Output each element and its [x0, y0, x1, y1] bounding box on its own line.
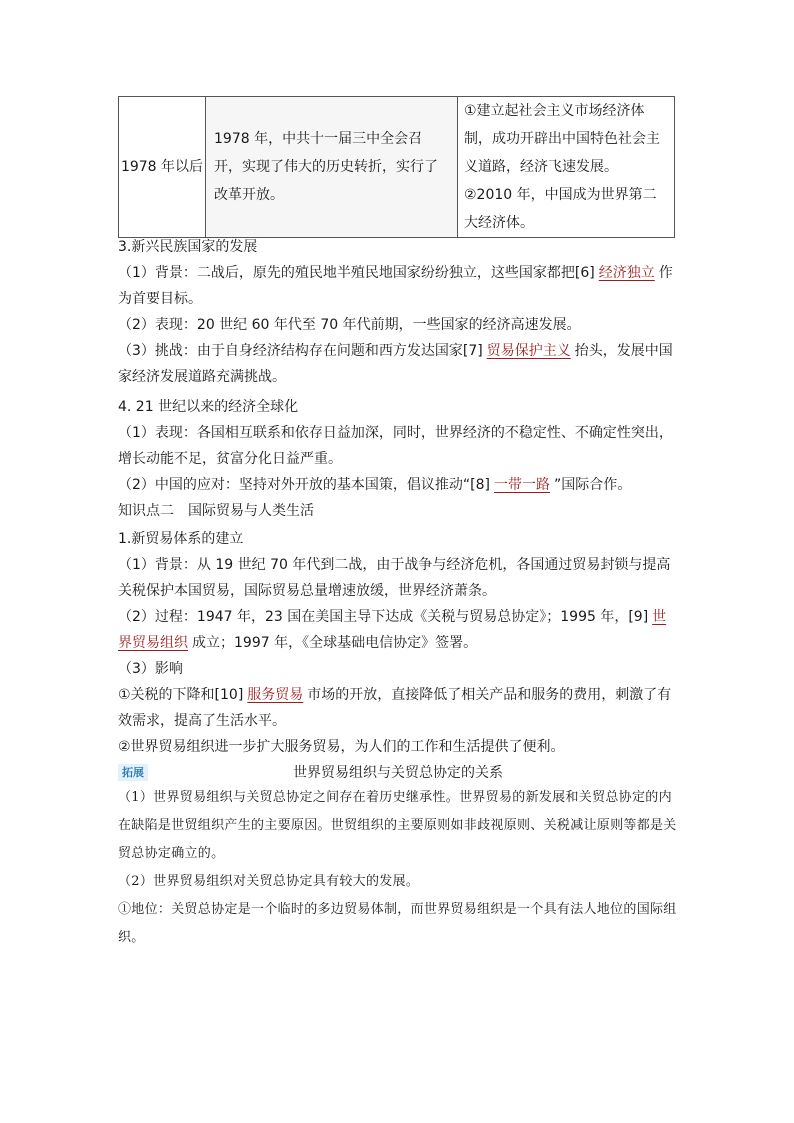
main-text [118, 234, 678, 952]
answer-blank: 贸易保护主义 [486, 343, 571, 359]
period-table [118, 96, 675, 238]
section-heading: 4. 21 世纪以来的经济全球化 [118, 399, 299, 415]
paragraph: （2）过程：1947 年，23 国在美国主导下达成《关税与贸易总协定》；1995 年，[9] 世界贸易组织 成立；1997 年，《全球基础电信协定》签署。 [118, 609, 667, 651]
event-cell [206, 97, 458, 238]
period-cell: 1978 年以后 [119, 97, 206, 238]
paragraph: （1）背景：二战后，原先的殖民地半殖民地国家纷纷独立，这些国家都把[6] 经济独立 作为首要目标。 [118, 265, 673, 307]
paragraph: （1）背景：从 19 世纪 70 年代到二战，由于战争与经济危机，各国通过贸易封锁与提高关税保护本国贸易，国际贸易总量增速放缓，世界经济萧条。 [118, 557, 671, 599]
paragraph: ②世界贸易组织进一步扩大服务贸易，为人们的工作和生活提供了便利。 [118, 739, 565, 755]
extension-badge: 拓展 [118, 764, 148, 781]
paragraph: （3）影响 [118, 661, 183, 677]
extension-paragraph: （1）世界贸易组织与关贸总协定之间存在着历史继承性。世界贸易的新发展和关贸总协定的内在缺陷是世贸组织产生的主要原因。世贸组织的主要原则如非歧视原则、关税减让原则等都是关贸总协定确立的。 [118, 790, 677, 861]
paragraph: ①关税的下降和[10] 服务贸易 市场的开放，直接降低了相关产品和服务的费用，刺激了有效需求，提高了生活水平。 [118, 687, 672, 729]
result-item: ②2010 年，中国成为世界第二大经济体。 [464, 187, 657, 231]
knowledge-heading: 知识点二 国际贸易与人类生活 [118, 503, 314, 519]
paragraph: （3）挑战：由于自身经济结构存在问题和西方发达国家[7] 贸易保护主义 抬头，发展中国家经济发展道路充满挑战。 [118, 343, 673, 385]
result-cell [458, 97, 675, 238]
section-heading: 1.新贸易体系的建立 [118, 531, 244, 547]
answer-blank: 世界贸易组织 [118, 609, 667, 651]
paragraph: （2）表现：20 世纪 60 年代至 70 年代前期，一些国家的经济高速发展。 [118, 317, 581, 333]
extension-title: 世界贸易组织与关贸总协定的关系 [293, 765, 503, 781]
extension-paragraph: （2）世界贸易组织对关贸总协定具有较大的发展。 [118, 874, 420, 889]
extension-paragraph: ①地位：关贸总协定是一个临时的多边贸易体制，而世界贸易组织是一个具有法人地位的国际组织。 [118, 902, 677, 945]
result-item: ①建立起社会主义市场经济体制，成功开辟出中国特色社会主义道路，经济飞速发展。 [464, 103, 660, 175]
extension-header [118, 762, 678, 784]
paragraph: （2）中国的应对：坚持对外开放的基本国策，倡议推动“[8] 一带一路 ”国际合作。 [118, 477, 632, 493]
answer-blank: 服务贸易 [247, 687, 304, 703]
answer-blank: 经济独立 [598, 265, 655, 281]
paragraph: （1）表现：各国相互联系和依存日益加深，同时，世界经济的不稳定性、不确定性突出，增长动能不足，贫富分化日益严重。 [118, 425, 673, 467]
answer-blank: 一带一路 [494, 477, 550, 493]
event-text: 1978 年，中共十一届三中全会召开，实现了伟大的历史转折，实行了改革开放。 [214, 131, 438, 203]
table-row [119, 97, 675, 238]
section-heading: 3.新兴民族国家的发展 [118, 239, 258, 255]
